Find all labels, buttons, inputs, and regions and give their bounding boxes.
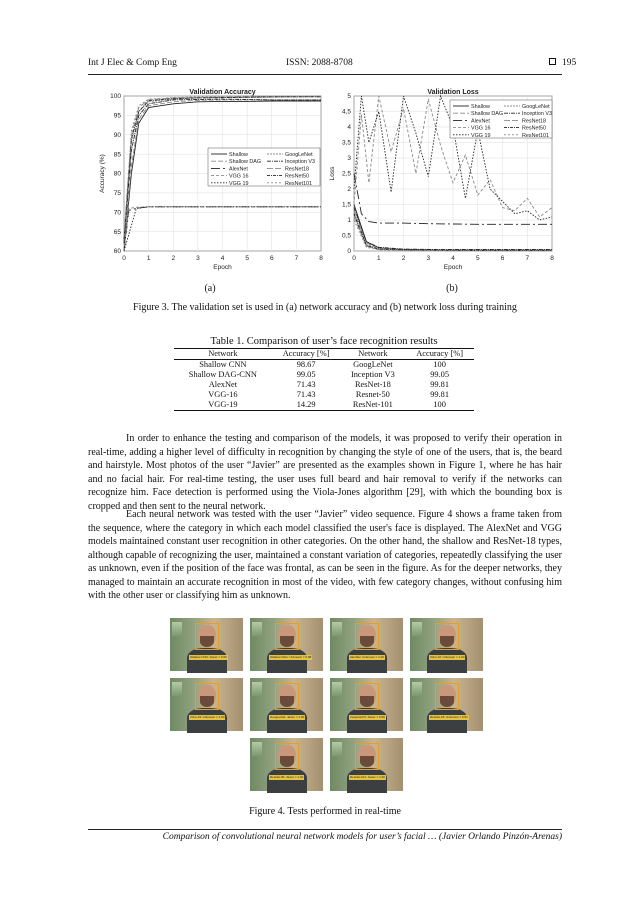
table-cell: 99.81 xyxy=(430,380,450,389)
person-body xyxy=(427,708,467,733)
y-tick-label: 70 xyxy=(113,209,121,217)
video-frame xyxy=(330,618,403,671)
table-cell: Inception V3 xyxy=(350,370,395,379)
y-tick-label: 2,5 xyxy=(341,170,351,178)
table1-caption: Table 1. Comparison of user’s face recognition results xyxy=(210,336,438,347)
video-frame xyxy=(410,618,483,671)
person-body xyxy=(267,768,307,793)
x-tick-label: 2 xyxy=(401,255,406,262)
x-axis-label: Epoch xyxy=(213,264,232,271)
prediction-label: AlexNet: Unknown = 1.00 xyxy=(350,655,384,659)
person-body xyxy=(347,648,387,673)
video-frame xyxy=(250,618,323,671)
person-body xyxy=(267,648,307,673)
legend-label: ResNet18 xyxy=(522,118,546,125)
video-frame xyxy=(330,738,403,791)
legend-label: AlexNet xyxy=(471,118,490,125)
y-tick-label: 4 xyxy=(347,124,351,132)
video-frame xyxy=(250,678,323,731)
y-tick-label: 80 xyxy=(113,170,121,178)
table-row xyxy=(174,370,474,380)
running-footer: Comparison of convolutional neural network models for user’s facial … (Javier Orlando Pinzón-Arenas) xyxy=(162,832,562,842)
table-cell: ResNet-18 xyxy=(354,380,391,389)
table-cell: 99.05 xyxy=(430,370,450,379)
prediction-label: InceptionV3: Javier = 0.99 xyxy=(350,715,385,719)
legend-label: ResNet18 xyxy=(285,166,309,173)
video-frame xyxy=(410,678,483,731)
table-cell: GoogLeNet xyxy=(353,360,393,369)
table-header-cell: Network xyxy=(174,349,272,360)
x-tick-label: 0 xyxy=(122,255,126,262)
chart-title: Validation Accuracy xyxy=(189,89,256,96)
person-body xyxy=(187,648,227,673)
person-body xyxy=(347,708,387,733)
chart-title: Validation Loss xyxy=(427,89,479,96)
wall-picture xyxy=(412,682,422,696)
person-body xyxy=(267,708,307,733)
page-number-group xyxy=(549,58,577,68)
table-cell: VGG-19 xyxy=(174,400,272,411)
legend-label: ResNet101 xyxy=(285,180,312,187)
video-frame xyxy=(330,678,403,731)
legend-label: VGG 16 xyxy=(471,125,491,132)
x-tick-label: 3 xyxy=(426,255,431,262)
x-tick-label: 8 xyxy=(550,255,554,262)
wall-picture xyxy=(172,682,182,696)
table-cell: Shallow CNN xyxy=(199,360,247,369)
person-body xyxy=(347,768,387,793)
x-tick-label: 6 xyxy=(269,255,274,262)
table-cell: VGG-16 xyxy=(208,390,238,399)
table-cell: 71.43 xyxy=(296,390,316,399)
x-tick-label: 1 xyxy=(146,255,151,262)
wall-picture xyxy=(332,682,342,696)
face-bounding-box xyxy=(275,743,299,770)
prediction-label: ResNet-18: Unknown = 0.91 xyxy=(430,715,468,719)
x-tick-label: 5 xyxy=(475,255,480,262)
prediction-label: VGG-19: Unknown = 1.00 xyxy=(190,715,225,719)
table-cell: Shallow DAG-CNN xyxy=(188,370,257,379)
y-tick-label: 95 xyxy=(113,112,121,120)
x-tick-label: 1 xyxy=(376,255,381,262)
square-icon xyxy=(549,58,556,65)
y-tick-label: 85 xyxy=(113,151,121,159)
person-body xyxy=(187,708,227,733)
y-tick-label: 60 xyxy=(113,248,121,256)
table-header-row xyxy=(174,349,474,360)
face-bounding-box xyxy=(275,683,299,710)
video-frame xyxy=(170,618,243,671)
x-tick-label: 6 xyxy=(500,255,505,262)
loss-chart xyxy=(330,80,562,280)
paragraph-2: Each neural network was tested with the user “Javier” video sequence. Figure 4 shows a frame taken from the sequence, where the category in which each model classified the user's face is displayed. The AlexNet and VGG models maintained constant user recognition in other categories. On the other hand, the shallow and ResNet-18 types, although capable of recognizing the user, maintained a constant variation of categories, repeatedly classifying the user as unknown, even if the position of the face was frontal, as can be seen in the figure. As for the deeper networks, they managed to maintain an accurate recognition in most of the video, with few category changes, without confusing him with the other user or classifying him as unknown. xyxy=(88,509,562,601)
y-tick-label: 3,5 xyxy=(341,139,351,147)
legend-label: Inception V3 xyxy=(285,159,315,166)
x-tick-label: 7 xyxy=(294,255,299,262)
legend-label: ResNet101 xyxy=(522,132,549,139)
y-tick-label: 0,5 xyxy=(341,232,351,240)
legend-label: VGG 16 xyxy=(229,173,249,180)
prediction-label: Shallow CNN: Javier = 0.99 xyxy=(190,655,227,659)
header-rule xyxy=(88,74,562,75)
x-axis-label: Epoch xyxy=(443,264,463,271)
y-axis-label: Accuracy (%) xyxy=(99,154,106,193)
person-body xyxy=(427,648,467,673)
table-cell: Resnet-50 xyxy=(355,390,390,399)
wall-picture xyxy=(332,742,342,756)
legend-label: ResNet50 xyxy=(522,125,546,132)
results-table xyxy=(174,348,474,411)
table-cell: 99.81 xyxy=(430,390,450,399)
table-cell: 14.29 xyxy=(272,400,341,411)
legend-label: VGG 19 xyxy=(229,180,249,187)
video-frame xyxy=(170,678,243,731)
subfigure-a-label: (a) xyxy=(204,283,216,294)
y-tick-label: 5 xyxy=(347,93,351,101)
table-header-cell: Accuracy [%] xyxy=(272,349,341,360)
y-tick-label: 2 xyxy=(347,186,351,194)
subfigure-b-label: (b) xyxy=(446,283,458,294)
prediction-label: VGG-16: Unknown = 1.00 xyxy=(430,655,465,659)
running-header xyxy=(88,58,577,72)
table-cell: ResNet-101 xyxy=(340,400,405,411)
y-tick-label: 100 xyxy=(110,93,121,101)
face-bounding-box xyxy=(195,683,219,710)
figure3-caption: Figure 3. The validation set is used in (a) network accuracy and (b) network loss during training xyxy=(133,302,517,313)
x-tick-label: 4 xyxy=(451,255,455,262)
table-cell: 99.05 xyxy=(296,370,316,379)
y-tick-label: 75 xyxy=(113,190,121,198)
y-tick-label: 65 xyxy=(113,228,121,236)
wall-picture xyxy=(412,622,422,636)
x-tick-label: 2 xyxy=(171,255,176,262)
legend-label: GoogLeNet xyxy=(285,152,313,158)
prediction-label: ResNet-101: Javier = 1.00 xyxy=(350,775,385,779)
footer-rule xyxy=(88,829,562,830)
legend-label: GoogLeNet xyxy=(522,104,550,110)
table-cell: 98.67 xyxy=(296,360,316,369)
face-bounding-box xyxy=(355,683,379,710)
table-header-cell: Network xyxy=(340,349,405,360)
wall-picture xyxy=(332,622,342,636)
legend-label: VGG 19 xyxy=(471,132,491,139)
accuracy-chart xyxy=(96,80,332,280)
face-bounding-box xyxy=(355,743,379,770)
y-tick-label: 1,5 xyxy=(341,201,351,209)
face-bounding-box xyxy=(435,623,459,650)
y-tick-label: 0 xyxy=(347,248,351,256)
y-axis-label: Loss xyxy=(329,166,336,181)
legend-label: Shallow DAG xyxy=(471,111,504,118)
table-cell: AlexNet xyxy=(208,380,238,389)
x-tick-label: 7 xyxy=(525,255,530,262)
face-bounding-box xyxy=(435,683,459,710)
paragraph-1: In order to enhance the testing and comparison of the models, it was proposed to verify their operation in real-time, adding a higher level of difficulty in recognition by changing the style of one of the users, that is, the beard and hairstyle. Most photos of the user “Javier” are presented as the examples shown in Figure 1, where he has hair and no facial hair. For real-time testing, the user uses full beard and hair removal to verify if the networks can recognize him. Face detection is performed using the Viola-Jones algorithm [29], with which the bounding box is cropped and then sent to the neural network. xyxy=(88,433,562,512)
x-tick-label: 5 xyxy=(245,255,249,262)
wall-picture xyxy=(252,622,262,636)
y-tick-label: 90 xyxy=(113,131,121,139)
table-row xyxy=(174,380,474,390)
wall-picture xyxy=(252,742,262,756)
legend-label: ResNet50 xyxy=(285,173,309,180)
x-tick-label: 8 xyxy=(319,255,323,262)
x-tick-label: 0 xyxy=(352,255,356,262)
prediction-label: GoogLeNet: Javier = 1.00 xyxy=(270,715,305,719)
video-frame xyxy=(250,738,323,791)
figure4-caption: Figure 4. Tests performed in real-time xyxy=(249,806,401,817)
legend-label: Inception V3 xyxy=(522,111,552,118)
face-bounding-box xyxy=(195,623,219,650)
legend-label: Shallow xyxy=(471,104,490,110)
y-tick-label: 1 xyxy=(347,217,351,225)
wall-picture xyxy=(172,622,182,636)
table-cell: 100 xyxy=(433,360,446,369)
y-tick-label: 4,5 xyxy=(341,108,351,116)
face-bounding-box xyxy=(275,623,299,650)
y-tick-label: 3 xyxy=(347,155,351,163)
face-bounding-box xyxy=(355,623,379,650)
table-header-cell: Accuracy [%] xyxy=(405,349,474,360)
wall-picture xyxy=(252,682,262,696)
journal-name: Int J Elec & Comp Eng xyxy=(88,58,177,68)
table-cell: 71.43 xyxy=(296,380,316,389)
table-row xyxy=(174,400,474,411)
table-row xyxy=(174,390,474,400)
page-number: 195 xyxy=(562,58,577,68)
x-tick-label: 3 xyxy=(196,255,200,262)
prediction-label: Shallow DAG: Unknown = 0.88 xyxy=(270,655,312,659)
table-row xyxy=(174,360,474,371)
issn: ISSN: 2088-8708 xyxy=(286,58,353,68)
legend-label: AlexNet xyxy=(229,166,248,173)
table-body xyxy=(174,360,474,411)
legend-label: Shallow xyxy=(229,152,248,158)
table-cell: 100 xyxy=(405,400,474,411)
prediction-label: ResNet-50: Javier = 1.00 xyxy=(270,775,304,779)
x-tick-label: 4 xyxy=(220,255,225,262)
legend-label: Shallow DAG xyxy=(229,159,262,166)
